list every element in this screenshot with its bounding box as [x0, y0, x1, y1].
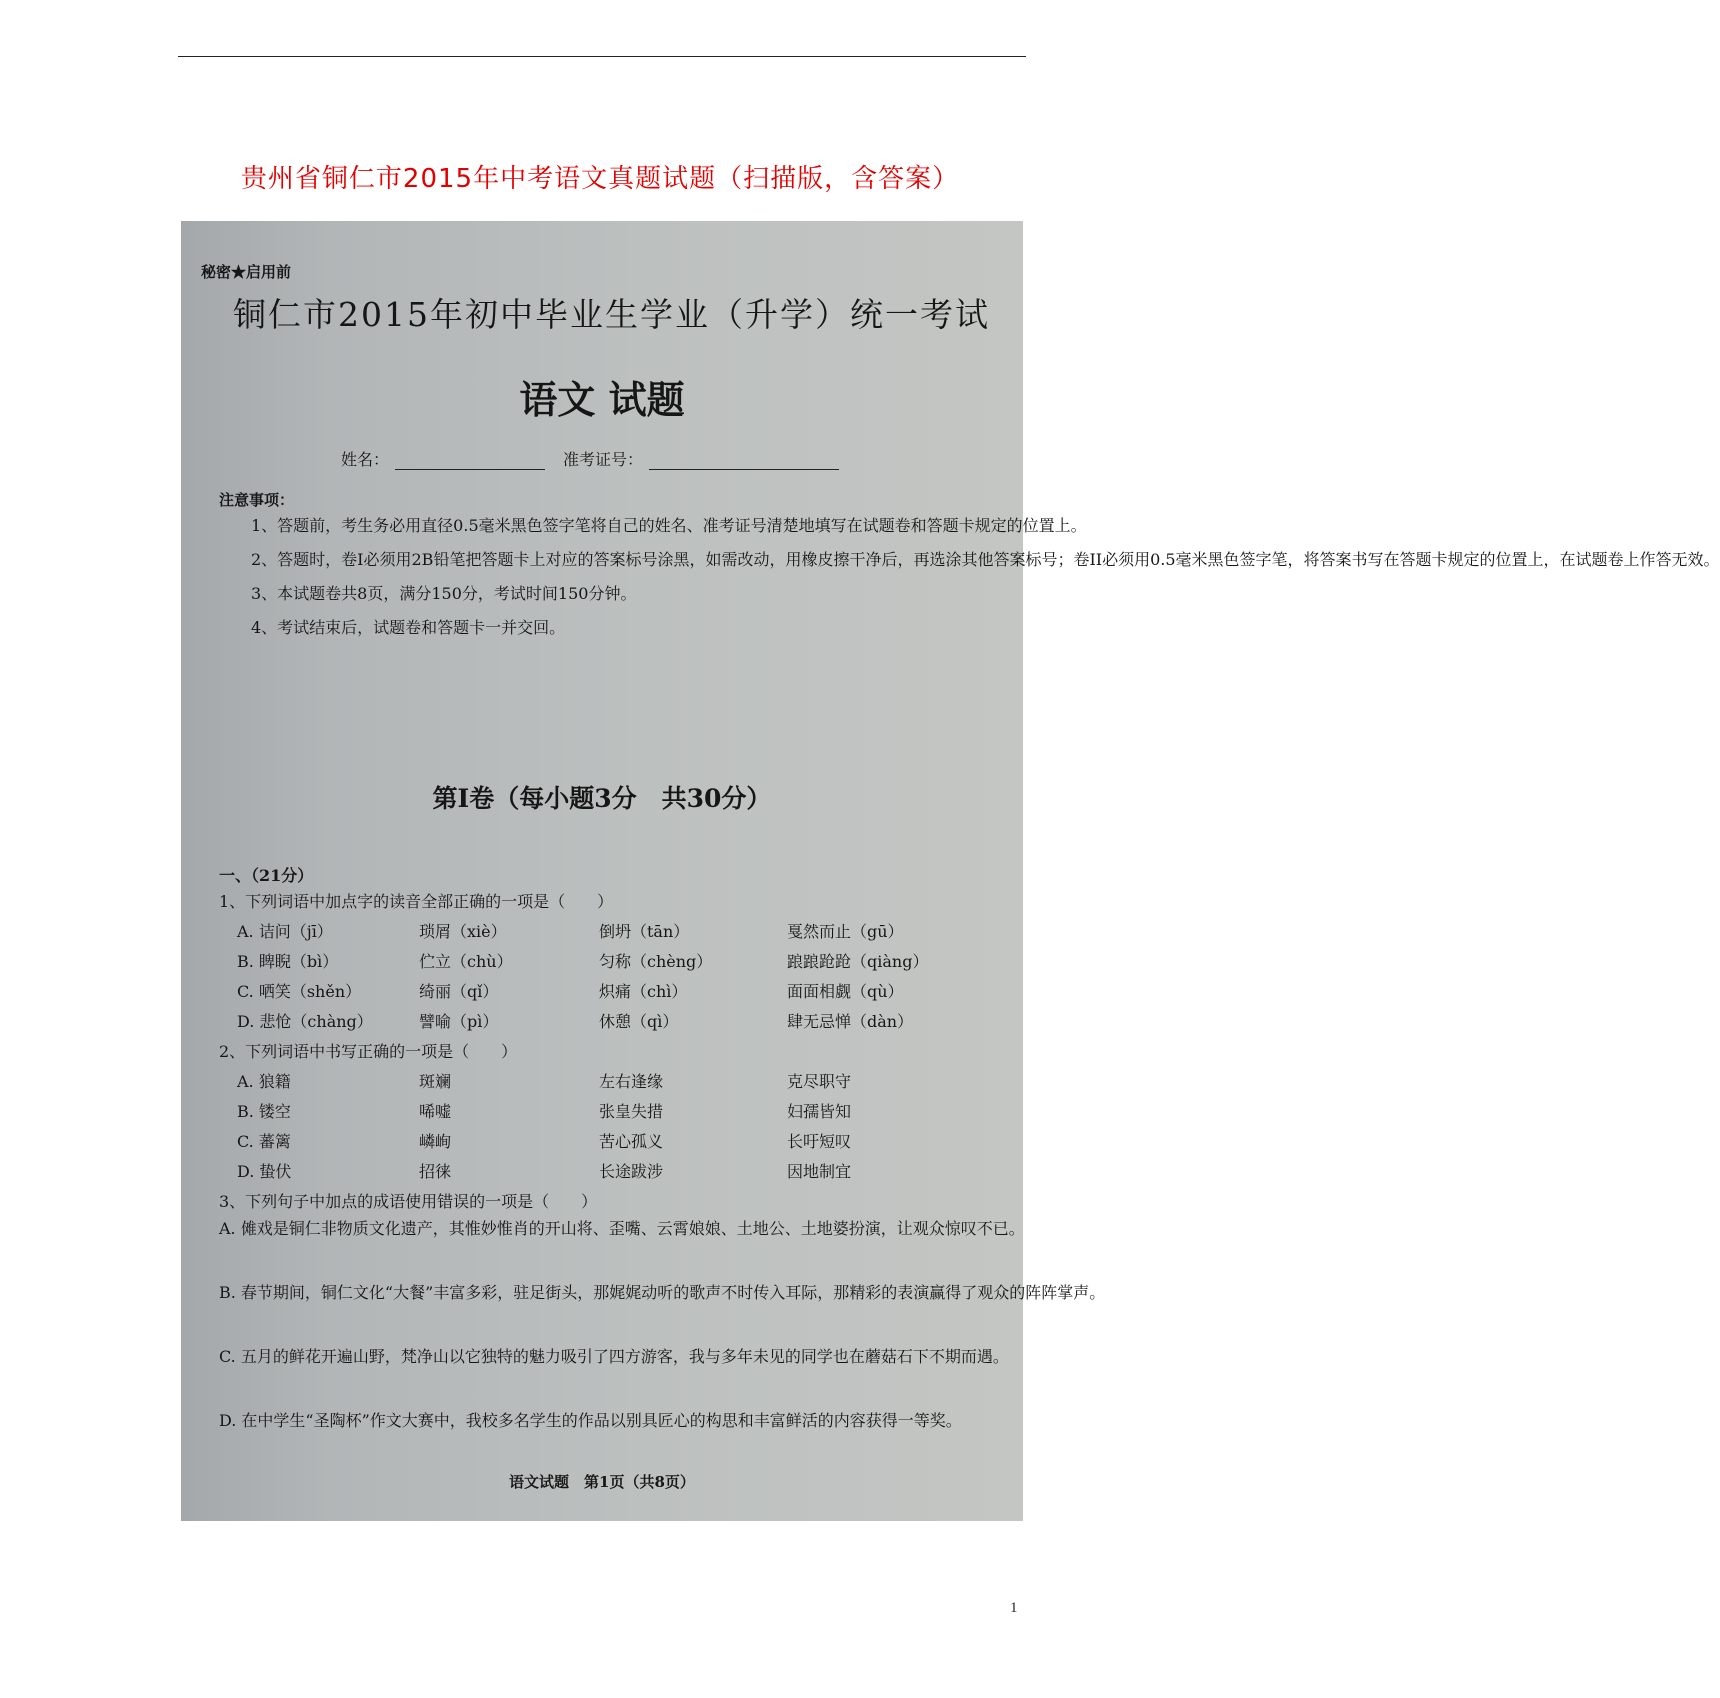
- option-cell: D. 蛰伏: [237, 1162, 292, 1181]
- page-number: 1: [1010, 1600, 1018, 1616]
- option-cell: 苦心孤义: [599, 1132, 664, 1151]
- header-rule: [178, 56, 1026, 57]
- question-1-stem: 1、下列词语中加点字的读音全部正确的一项是（ ）: [219, 892, 614, 911]
- option-cell: 踉踉跄跄（qiàng）: [787, 952, 929, 971]
- question-1-option-row: [237, 979, 997, 1009]
- option-cell: C. 哂笑（shěn）: [237, 982, 362, 1001]
- option-cell: 琐屑（xiè）: [419, 922, 507, 941]
- option-cell: 斑斓: [419, 1072, 452, 1091]
- option-cell: A. 狼籍: [237, 1072, 291, 1091]
- name-label: 姓名：: [341, 450, 390, 469]
- confidential-mark: 秘密★启用前: [201, 263, 292, 281]
- notice-item: 1、答题前，考生务必用直径0.5毫米黑色签字笔将自己的姓名、准考证号清楚地填写在试题卷和答题卡规定的位置上。: [251, 516, 1087, 535]
- option-cell: 戛然而止（gū）: [787, 922, 904, 941]
- option-cell: B. 睥睨（bì）: [237, 952, 339, 971]
- option-cell: 妇孺皆知: [787, 1102, 852, 1121]
- question-1-option-row: [237, 919, 997, 949]
- scan-page-footer: 语文试题 第1页（共8页）: [509, 1473, 695, 1491]
- option-cell: 招徕: [419, 1162, 452, 1181]
- subject-title: 语文 试题: [519, 377, 685, 422]
- option-cell: 因地制宜: [787, 1162, 852, 1181]
- option-cell: D. 悲怆（chàng）: [237, 1012, 373, 1031]
- option-cell: 肆无忌惮（dàn）: [787, 1012, 914, 1031]
- question-2-option-row: [237, 1129, 997, 1159]
- option-cell: 克尽职守: [787, 1072, 852, 1091]
- question-3-choice: C. 五月的鲜花开遍山野，梵净山以它独特的魅力吸引了四方游客，我与多年未见的同学也在蘑菇石下不期而遇。: [219, 1347, 1009, 1366]
- notice-title: 注意事项：: [219, 491, 295, 509]
- option-cell: 匀称（chèng）: [599, 952, 713, 971]
- option-cell: 长途跋涉: [599, 1162, 664, 1181]
- question-2-option-row: [237, 1159, 997, 1189]
- option-cell: 嶙峋: [419, 1132, 452, 1151]
- option-cell: 左右逢缘: [599, 1072, 664, 1091]
- notice-item: 3、本试题卷共8页，满分150分，考试时间150分钟。: [251, 584, 637, 603]
- question-2-option-row: [237, 1069, 997, 1099]
- option-cell: C. 蕃篱: [237, 1132, 291, 1151]
- part-title: 第I卷（每小题3分 共30分）: [432, 784, 772, 813]
- option-cell: 绮丽（qǐ）: [419, 982, 499, 1001]
- document-title: 贵州省铜仁市2015年中考语文真题试题（扫描版，含答案）: [240, 164, 960, 194]
- question-3-choice: A. 傩戏是铜仁非物质文化遗产，其惟妙惟肖的开山将、歪嘴、云霄娘娘、土地公、土地婆扮演，让观众惊叹不已。: [219, 1219, 1025, 1238]
- exam-title: 铜仁市2015年初中毕业生学业（升学）统一考试: [233, 295, 990, 334]
- question-1-option-row: [237, 949, 997, 979]
- option-cell: 倒坍（tān）: [599, 922, 690, 941]
- ticket-label: 准考证号：: [563, 450, 644, 469]
- option-cell: A. 诘问（jī）: [237, 922, 333, 941]
- option-cell: B. 镂空: [237, 1102, 291, 1121]
- ticket-blank: [649, 455, 839, 470]
- scanned-exam-page: [181, 221, 1720, 1521]
- notice-list: [219, 509, 1720, 645]
- notice-item: 4、考试结束后，试题卷和答题卡一并交回。: [251, 618, 566, 637]
- name-blank: [395, 455, 545, 470]
- section-heading: 一、（21分）: [219, 866, 314, 885]
- question-3-choice: B. 春节期间，铜仁文化“大餐”丰富多彩，驻足街头，那娓娓动听的歌声不时传入耳际，那精彩的表演赢得了观众的阵阵掌声。: [219, 1283, 1106, 1302]
- option-cell: 伫立（chù）: [419, 952, 513, 971]
- ticket-field: [563, 447, 839, 470]
- name-field: [341, 447, 545, 470]
- question-2-option-row: [237, 1099, 997, 1129]
- question-3-stem: 3、下列句子中加点的成语使用错误的一项是（ ）: [219, 1192, 598, 1211]
- option-cell: 面面相觑（qù）: [787, 982, 904, 1001]
- question-1-option-row: [237, 1009, 997, 1039]
- option-cell: 休憩（qì）: [599, 1012, 679, 1031]
- option-cell: 炽痛（chì）: [599, 982, 688, 1001]
- question-2-stem: 2、下列词语中书写正确的一项是（ ）: [219, 1042, 518, 1061]
- notice-item: 2、答题时，卷I必须用2B铅笔把答题卡上对应的答案标号涂黑，如需改动，用橡皮擦干净后，再选涂其他答案标号；卷II必须用0.5毫米黑色签字笔，将答案书写在答题卡规定的位置上，在试题卷上作答无效。: [251, 550, 1720, 569]
- option-cell: 张皇失措: [599, 1102, 664, 1121]
- question-3-choice: D. 在中学生“圣陶杯”作文大赛中，我校多名学生的作品以别具匠心的构思和丰富鲜活的内容获得一等奖。: [219, 1411, 962, 1430]
- option-cell: 长吁短叹: [787, 1132, 852, 1151]
- option-cell: 譬喻（pì）: [419, 1012, 499, 1031]
- option-cell: 唏嘘: [419, 1102, 452, 1121]
